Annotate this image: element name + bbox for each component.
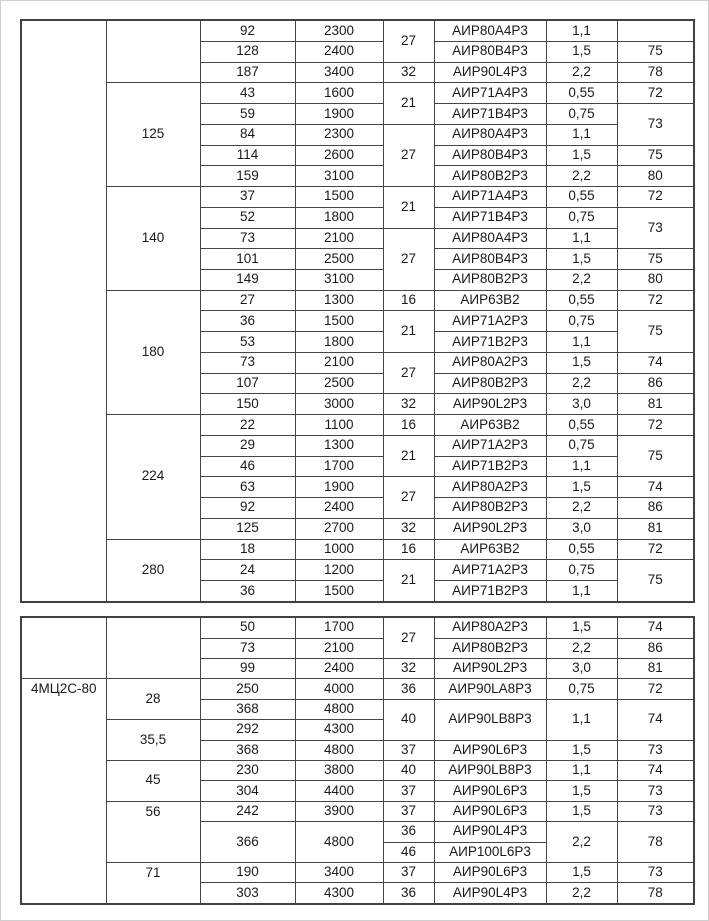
cell-r1-c6: АИР80А2Р3 [434,617,546,638]
cell-r5-c4: 4800 [295,699,383,719]
cell-r3-c3: 187 [200,62,295,83]
cell-r14-c4: 1300 [295,290,383,311]
cell-r11-c6: АИР90L4Р3 [434,822,546,842]
cell-r28-c3: 36 [200,580,295,602]
cell-r11-c5: 27 [383,228,434,290]
cell-r13-c4: 3100 [295,269,383,290]
cell-r10-c7: 0,75 [546,207,617,228]
cell-r25-c7: 3,0 [546,518,617,539]
cell-r25-c4: 2700 [295,518,383,539]
cell-r12-c8: 75 [617,249,694,270]
cell-r28-c6: АИР71В2Р3 [434,580,546,602]
cell-r11-c4: 2100 [295,228,383,249]
cell-r21-c4: 1300 [295,435,383,456]
cell-r27-c6: АИР71А2Р3 [434,560,546,581]
cell-r13-c8: 73 [617,863,694,883]
cell-r6-c4: 2300 [295,124,383,145]
cell-r3-c6: АИР90L2Р3 [434,658,546,678]
cell-r22-c7: 1,1 [546,456,617,477]
cell-r21-c6: АИР71А2Р3 [434,435,546,456]
cell-r16-c7: 1,1 [546,332,617,353]
cell-r5-c6: АИР90LB8Р3 [434,699,546,740]
cell-r19-c4: 3000 [295,394,383,415]
cell-r23-c7: 1,5 [546,477,617,498]
cell-r8-c7: 1,1 [546,760,617,780]
cell-r4-c3: 250 [200,679,295,699]
cell-r10-c3: 242 [200,801,295,821]
cell-r23-c4: 1900 [295,477,383,498]
cell-r1-c2 [106,617,200,679]
cell-r10-c6: АИР90L6Р3 [434,801,546,821]
cell-r26-c8: 72 [617,539,694,560]
cell-r17-c3: 73 [200,352,295,373]
cell-r22-c3: 46 [200,456,295,477]
table-row [21,539,694,560]
cell-r28-c4: 1500 [295,580,383,602]
table-row [21,290,694,311]
cell-r12-c7: 1,5 [546,249,617,270]
cell-r2-c7: 2,2 [546,638,617,658]
cell-r10-c8: 73 [617,801,694,821]
cell-r14-c7: 0,55 [546,290,617,311]
cell-r10-c8: 73 [617,207,694,248]
cell-r5-c7: 0,75 [546,104,617,125]
cell-r23-c3: 63 [200,477,295,498]
cell-r13-c2: 71 [106,863,200,904]
cell-r6-c7: 1,1 [546,124,617,145]
cell-r5-c3: 59 [200,104,295,125]
cell-r12-c4: 2500 [295,249,383,270]
cell-r25-c5: 32 [383,518,434,539]
cell-r8-c4: 3100 [295,166,383,187]
cell-r8-c7: 2,2 [546,166,617,187]
cell-r20-c4: 1100 [295,415,383,436]
cell-r23-c8: 74 [617,477,694,498]
cell-r2-c4: 2100 [295,638,383,658]
cell-r20-c8: 72 [617,415,694,436]
cell-r7-c4: 2600 [295,145,383,166]
cell-r15-c5: 21 [383,311,434,352]
cell-r6-c6: АИР80А4Р3 [434,124,546,145]
table-row [21,801,694,821]
cell-r8-c8: 74 [617,760,694,780]
cell-r26-c5: 16 [383,539,434,560]
cell-r16-c6: АИР71В2Р3 [434,332,546,353]
cell-r13-c7: 1,5 [546,863,617,883]
cell-r17-c8: 74 [617,352,694,373]
cell-r28-c7: 1,1 [546,580,617,602]
cell-r4-c6: АИР90LA8Р3 [434,679,546,699]
cell-r1-c3: 92 [200,20,295,41]
cell-r1-c4: 2300 [295,20,383,41]
cell-r8-c5: 40 [383,760,434,780]
cell-r27-c3: 24 [200,560,295,581]
cell-r8-c2: 45 [106,760,200,801]
cell-r4-c2: 125 [106,83,200,187]
cell-r10-c4: 3900 [295,801,383,821]
cell-r11-c7: 1,1 [546,228,617,249]
cell-r27-c8: 75 [617,560,694,602]
cell-r15-c4: 1500 [295,311,383,332]
cell-r13-c6: АИР80В2Р3 [434,269,546,290]
cell-r21-c7: 0,75 [546,435,617,456]
cell-r10-c5: 37 [383,801,434,821]
cell-r7-c5: 37 [383,740,434,760]
cell-r15-c6: АИР71А2Р3 [434,311,546,332]
cell-r27-c5: 21 [383,560,434,602]
cell-r2-c4: 2400 [295,41,383,62]
cell-r9-c4: 4400 [295,781,383,801]
cell-r3-c5: 32 [383,658,434,678]
cell-r7-c6: АИР90L6Р3 [434,740,546,760]
cell-r27-c7: 0,75 [546,560,617,581]
cell-r18-c4: 2500 [295,373,383,394]
cell-r7-c7: 1,5 [546,740,617,760]
cell-r2-c3: 128 [200,41,295,62]
cell-r13-c7: 2,2 [546,269,617,290]
cell-r13-c3: 190 [200,863,295,883]
cell-r4-c8: 72 [617,83,694,104]
cell-r3-c8: 78 [617,62,694,83]
cell-r26-c3: 18 [200,539,295,560]
cell-r14-c3: 303 [200,883,295,904]
cell-r13-c6: АИР90L6Р3 [434,863,546,883]
cell-r20-c6: АИР63В2 [434,415,546,436]
cell-r1-c2 [106,20,200,83]
cell-r5-c8: 74 [617,699,694,740]
cell-r8-c8: 80 [617,166,694,187]
cell-r19-c5: 32 [383,394,434,415]
cell-r11-c7: 2,2 [546,822,617,863]
cell-r15-c7: 0,75 [546,311,617,332]
cell-r11-c3: 366 [200,822,295,863]
cell-r2-c7: 1,5 [546,41,617,62]
cell-r5-c6: АИР71В4Р3 [434,104,546,125]
cell-r9-c7: 0,55 [546,187,617,208]
cell-r1-c3: 50 [200,617,295,638]
cell-r10-c3: 52 [200,207,295,228]
cell-r14-c4: 4300 [295,883,383,904]
table-row [21,617,694,638]
cell-r8-c6: АИР80В2Р3 [434,166,546,187]
cell-r1-c1 [21,617,106,679]
cell-r3-c8: 81 [617,658,694,678]
cell-r19-c6: АИР90L2Р3 [434,394,546,415]
cell-r4-c7: 0,75 [546,679,617,699]
cell-r1-c4: 1700 [295,617,383,638]
cell-r9-c3: 37 [200,187,295,208]
cell-r26-c6: АИР63В2 [434,539,546,560]
cell-r11-c4: 4800 [295,822,383,863]
cell-r1-c1 [21,20,106,602]
cell-r27-c4: 1200 [295,560,383,581]
table-row [21,20,694,41]
table-row [21,760,694,780]
cell-r3-c5: 32 [383,62,434,83]
cell-r5-c8: 73 [617,104,694,145]
table-row [21,863,694,883]
cell-r5-c3: 368 [200,699,295,719]
cell-r21-c3: 29 [200,435,295,456]
cell-r1-c8: 74 [617,617,694,638]
cell-r23-c5: 27 [383,477,434,518]
cell-r7-c8: 75 [617,145,694,166]
cell-r10-c2: 56 [106,801,200,862]
cell-r18-c7: 2,2 [546,373,617,394]
cell-r16-c4: 1800 [295,332,383,353]
cell-r12-c5: 46 [383,842,434,862]
cell-r18-c3: 107 [200,373,295,394]
cell-r4-c5: 21 [383,83,434,124]
cell-r3-c4: 2400 [295,658,383,678]
cell-r9-c8: 73 [617,781,694,801]
cell-r10-c4: 1800 [295,207,383,228]
cell-r8-c3: 159 [200,166,295,187]
spec-table-2 [20,616,695,905]
table-row [21,187,694,208]
cell-r12-c6: АИР80В4Р3 [434,249,546,270]
cell-r4-c1: 4МЦ2С-80 [21,679,106,904]
cell-r17-c6: АИР80А2Р3 [434,352,546,373]
cell-r4-c2: 28 [106,679,200,720]
cell-r9-c8: 72 [617,187,694,208]
cell-r1-c7: 1,5 [546,617,617,638]
cell-r9-c4: 1500 [295,187,383,208]
cell-r14-c8: 72 [617,290,694,311]
cell-r6-c4: 4300 [295,720,383,740]
cell-r7-c8: 73 [617,740,694,760]
cell-r4-c5: 36 [383,679,434,699]
cell-r11-c6: АИР80А4Р3 [434,228,546,249]
cell-r4-c4: 4000 [295,679,383,699]
cell-r2-c8: 75 [617,41,694,62]
cell-r9-c7: 1,5 [546,781,617,801]
cell-r25-c6: АИР90L2Р3 [434,518,546,539]
cell-r17-c5: 27 [383,352,434,393]
cell-r9-c5: 37 [383,781,434,801]
cell-r3-c7: 2,2 [546,62,617,83]
cell-r12-c6: АИР100L6Р3 [434,842,546,862]
cell-r1-c5: 27 [383,20,434,62]
cell-r22-c4: 1700 [295,456,383,477]
cell-r3-c6: АИР90L4Р3 [434,62,546,83]
cell-r25-c3: 125 [200,518,295,539]
cell-r7-c6: АИР80В4Р3 [434,145,546,166]
cell-r14-c3: 27 [200,290,295,311]
cell-r23-c6: АИР80А2Р3 [434,477,546,498]
table-row [21,83,694,104]
cell-r8-c6: АИР90LB8Р3 [434,760,546,780]
cell-r3-c4: 3400 [295,62,383,83]
cell-r2-c3: 73 [200,638,295,658]
cell-r9-c6: АИР71А4Р3 [434,187,546,208]
cell-r1-c8 [617,20,694,41]
cell-r6-c2: 35,5 [106,720,200,761]
cell-r20-c3: 22 [200,415,295,436]
cell-r19-c3: 150 [200,394,295,415]
cell-r15-c3: 36 [200,311,295,332]
cell-r24-c4: 2400 [295,498,383,519]
cell-r14-c5: 16 [383,290,434,311]
cell-r13-c8: 80 [617,269,694,290]
cell-r21-c8: 75 [617,435,694,476]
cell-r11-c8: 78 [617,822,694,863]
cell-r4-c8: 72 [617,679,694,699]
cell-r4-c7: 0,55 [546,83,617,104]
cell-r3-c3: 99 [200,658,295,678]
cell-r1-c6: АИР80А4Р3 [434,20,546,41]
cell-r24-c7: 2,2 [546,498,617,519]
cell-r12-c3: 101 [200,249,295,270]
cell-r20-c2: 224 [106,415,200,539]
cell-r10-c7: 1,5 [546,801,617,821]
cell-r17-c4: 2100 [295,352,383,373]
cell-r9-c3: 304 [200,781,295,801]
cell-r8-c3: 230 [200,760,295,780]
cell-r18-c8: 86 [617,373,694,394]
cell-r2-c6: АИР80В4Р3 [434,41,546,62]
cell-r4-c6: АИР71А4Р3 [434,83,546,104]
cell-r15-c8: 75 [617,311,694,352]
cell-r9-c2: 140 [106,187,200,291]
cell-r3-c7: 3,0 [546,658,617,678]
table-row [21,679,694,699]
cell-r19-c7: 3,0 [546,394,617,415]
cell-r6-c3: 84 [200,124,295,145]
cell-r10-c6: АИР71В4Р3 [434,207,546,228]
cell-r24-c3: 92 [200,498,295,519]
cell-r14-c5: 36 [383,883,434,904]
table-row [21,415,694,436]
cell-r9-c5: 21 [383,187,434,228]
cell-r5-c4: 1900 [295,104,383,125]
cell-r4-c4: 1600 [295,83,383,104]
cell-r21-c5: 21 [383,435,434,476]
cell-r16-c3: 53 [200,332,295,353]
cell-r13-c5: 37 [383,863,434,883]
cell-r26-c7: 0,55 [546,539,617,560]
cell-r24-c6: АИР80В2Р3 [434,498,546,519]
cell-r24-c8: 86 [617,498,694,519]
cell-r14-c2: 180 [106,290,200,414]
cell-r14-c8: 78 [617,883,694,904]
cell-r7-c3: 368 [200,740,295,760]
cell-r11-c3: 73 [200,228,295,249]
cell-r5-c7: 1,1 [546,699,617,740]
cell-r7-c7: 1,5 [546,145,617,166]
cell-r11-c5: 36 [383,822,434,842]
cell-r14-c7: 2,2 [546,883,617,904]
cell-r25-c8: 81 [617,518,694,539]
cell-r2-c6: АИР80В2Р3 [434,638,546,658]
cell-r1-c7: 1,1 [546,20,617,41]
cell-r19-c8: 81 [617,394,694,415]
cell-r26-c4: 1000 [295,539,383,560]
cell-r17-c7: 1,5 [546,352,617,373]
cell-r14-c6: АИР63В2 [434,290,546,311]
cell-r4-c3: 43 [200,83,295,104]
cell-r14-c6: АИР90L4Р3 [434,883,546,904]
cell-r2-c8: 86 [617,638,694,658]
cell-r26-c2: 280 [106,539,200,602]
cell-r5-c5: 40 [383,699,434,740]
cell-r20-c5: 16 [383,415,434,436]
cell-r6-c3: 292 [200,720,295,740]
cell-r1-c5: 27 [383,617,434,658]
spec-table-1 [20,19,695,603]
cell-r8-c4: 3800 [295,760,383,780]
cell-r22-c6: АИР71В2Р3 [434,456,546,477]
cell-r9-c6: АИР90L6Р3 [434,781,546,801]
cell-r20-c7: 0,55 [546,415,617,436]
cell-r13-c3: 149 [200,269,295,290]
cell-r13-c4: 3400 [295,863,383,883]
cell-r6-c5: 27 [383,124,434,186]
cell-r18-c6: АИР80В2Р3 [434,373,546,394]
cell-r7-c4: 4800 [295,740,383,760]
cell-r7-c3: 114 [200,145,295,166]
